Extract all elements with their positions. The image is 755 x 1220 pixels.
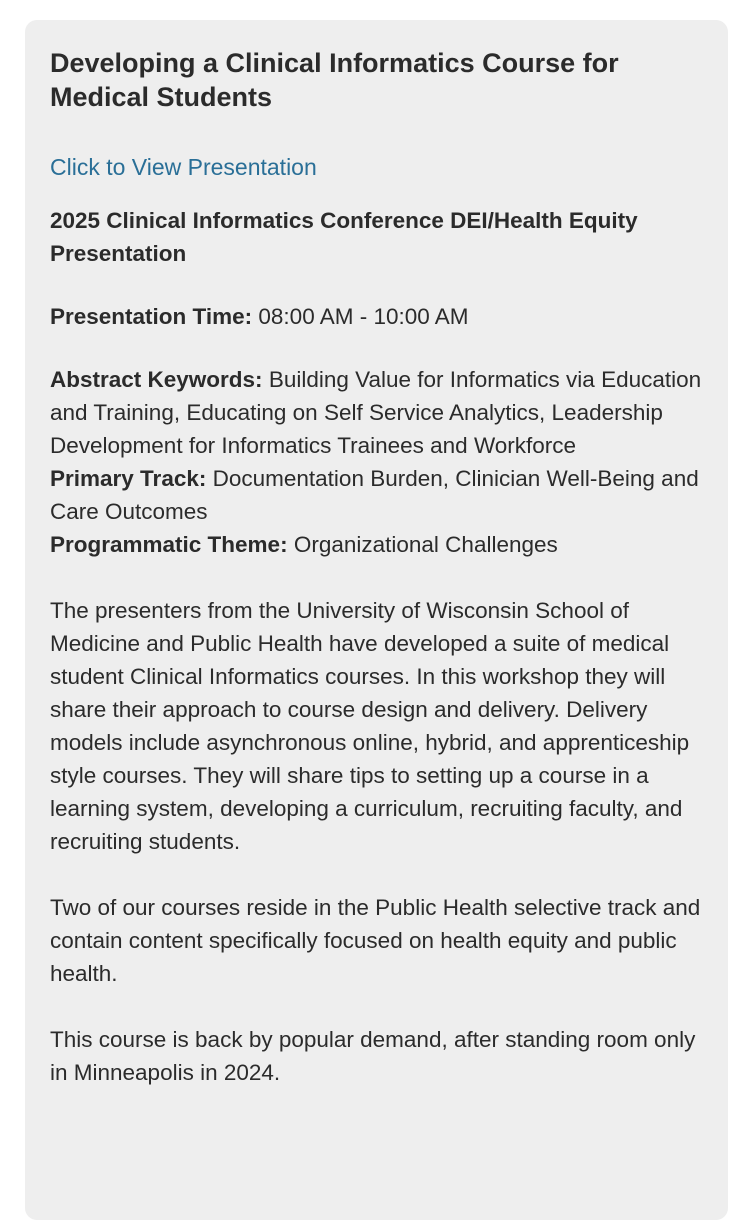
time-label: Presentation Time: — [50, 304, 253, 329]
presentation-time — [50, 300, 703, 333]
theme-label: Programmatic Theme: — [50, 532, 288, 557]
description-paragraph: This course is back by popular demand, after standing room only in Minneapolis in 2024. — [50, 1027, 696, 1085]
view-presentation-link[interactable]: Click to View Presentation — [50, 154, 317, 180]
keywords-value: Building Value for Informatics via Education and Training, Educating on Self Service Analytics, Leadership Development for Informatics Trainees and Workforce — [50, 367, 702, 458]
theme-value: Organizational Challenges — [293, 532, 558, 557]
session-title: Developing a Clinical Informatics Course for Medical Students — [50, 48, 619, 112]
track-value: Documentation Burden, Clinician Well-Being and Care Outcomes — [50, 466, 699, 524]
session-card — [25, 20, 728, 1220]
description-paragraph: Two of our courses reside in the Public Health selective track and contain content specifically focused on health equity and public health. — [50, 895, 701, 986]
keywords-row — [50, 363, 703, 462]
track-row — [50, 462, 703, 528]
session-metadata — [50, 363, 703, 561]
theme-row — [50, 528, 703, 561]
description-paragraph: The presenters from the University of Wisconsin School of Medicine and Public Health have developed a suite of medical student Clinical Informatics courses. In this workshop they will share their approach to course design and delivery. Delivery models include asynchronous online, hybrid, and apprenticeship style courses. They will share tips to setting up a course in a learning system, developing a curriculum, recruiting faculty, and recruiting students. — [50, 598, 690, 854]
conference-heading: 2025 Clinical Informatics Conference DEI/Health Equity Presentation — [50, 208, 638, 266]
track-label: Primary Track: — [50, 466, 207, 491]
keywords-label: Abstract Keywords: — [50, 367, 263, 392]
time-value: 08:00 AM - 10:00 AM — [258, 304, 469, 329]
